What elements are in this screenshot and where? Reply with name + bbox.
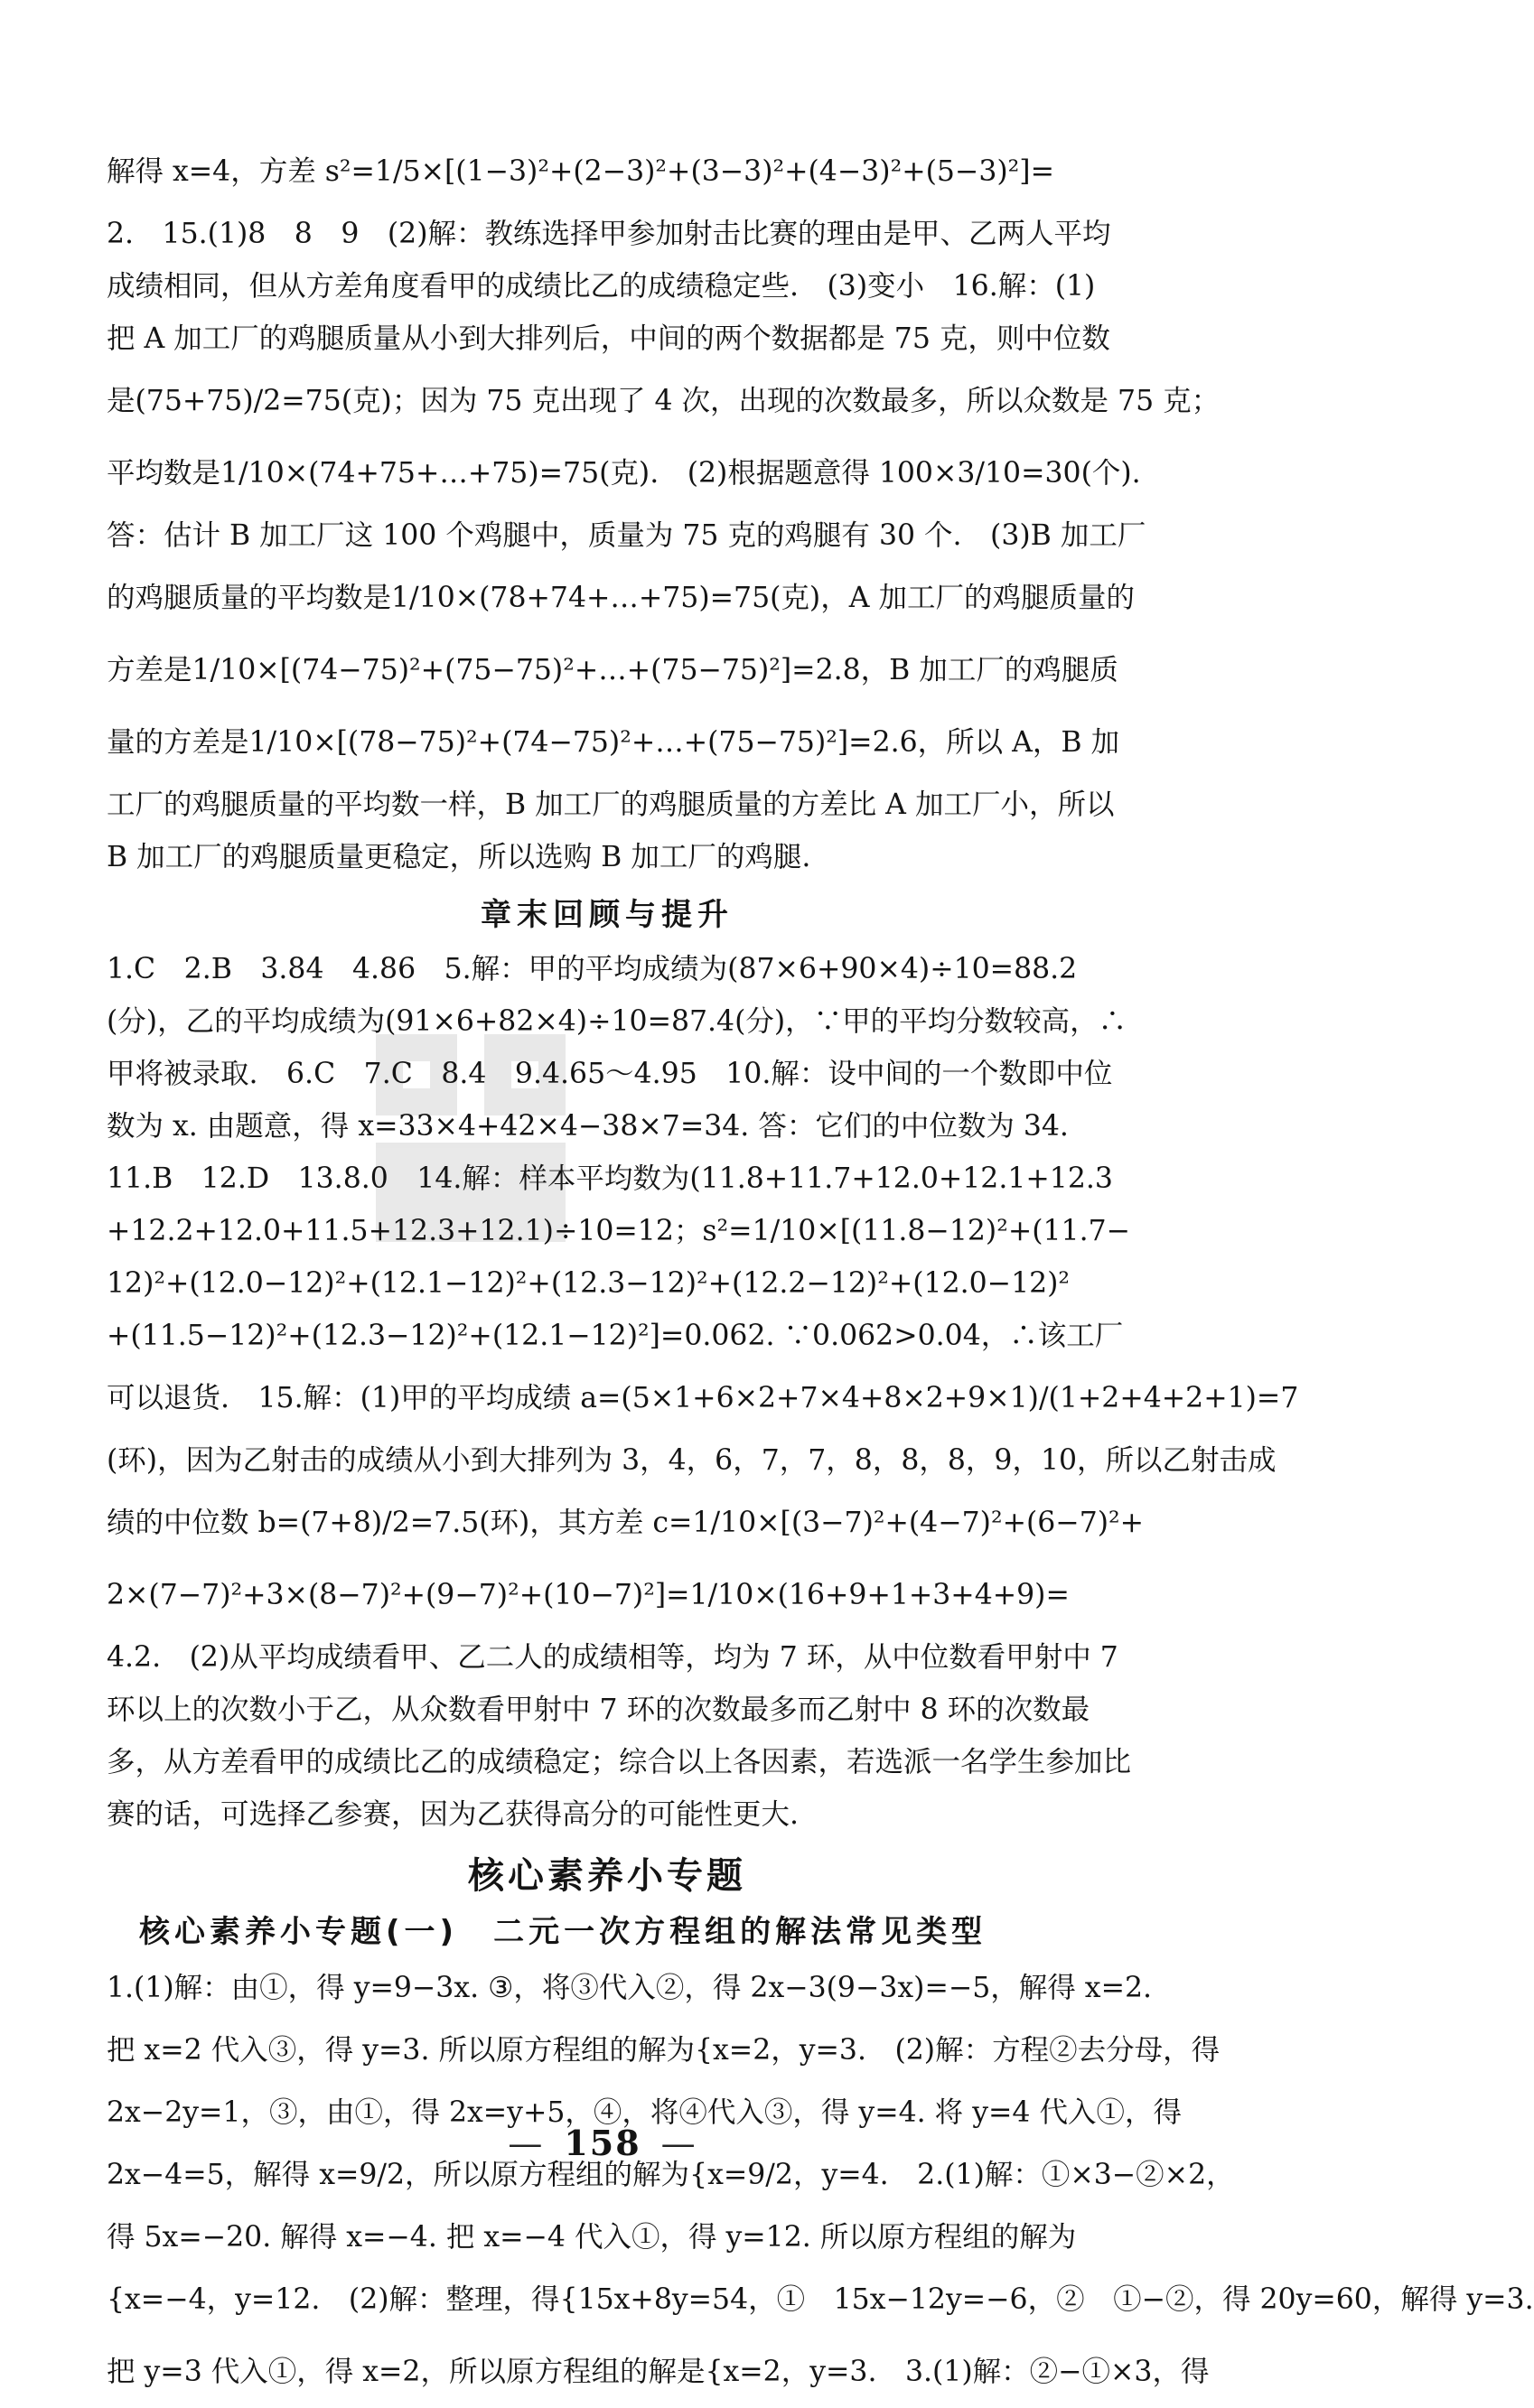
text-line: 方差是1/10×[(74−75)²+(75−75)²+…+(75−75)²]=2.8，B 加工厂的鸡腿质: [107, 654, 1118, 686]
text-line: +(11.5−12)²+(12.3−12)²+(12.1−12)²]=0.062. ∵0.062>0.04，∴该工厂: [107, 1320, 1124, 1352]
text-line: 平均数是1/10×(74+75+…+75)=75(克). (2)根据题意得 100×3/10=30(个).: [107, 457, 1141, 490]
text-line: 成绩相同，但从方差角度看甲的成绩比乙的成绩稳定些. (3)变小 16.解：(1): [107, 270, 1096, 303]
text-line: 11.B 12.D 13.8.0 14.解：样本平均数为(11.8+11.7+12.0+12.1+12.3: [107, 1162, 1113, 1195]
text-line: 量的方差是1/10×[(78−75)²+(74−75)²+…+(75−75)²]=2.6，所以 A，B 加: [107, 726, 1120, 759]
text-line: 1.C 2.B 3.84 4.86 5.解：甲的平均成绩为(87×6+90×4)÷10=88.2: [107, 953, 1078, 985]
text-line: 是(75+75)/2=75(克)；因为 75 克出现了 4 次，出现的次数最多，所以众数是 75 克；: [107, 385, 1221, 417]
text-line: 的鸡腿质量的平均数是1/10×(78+74+…+75)=75(克)，A 加工厂的鸡腿质量的: [107, 582, 1135, 614]
text-line: B 加工厂的鸡腿质量更稳定，所以选购 B 加工厂的鸡腿.: [107, 841, 811, 873]
text-line: 把 A 加工厂的鸡腿质量从小到大排列后，中间的两个数据都是 75 克，则中位数: [107, 322, 1110, 355]
text-line: 把 x=2 代入③，得 y=3. 所以原方程组的解为{x=2，y=3. (2)解：方程②去分母，得: [107, 2034, 1221, 2067]
page-number-value: 158: [564, 2123, 641, 2163]
text-line: 1.(1)解：由①，得 y=9−3x. ③，将③代入②，得 2x−3(9−3x)=−5，解得 x=2.: [107, 1972, 1153, 2004]
text-line: 绩的中位数 b=(7+8)/2=7.5(环)，其方差 c=1/10×[(3−7)²+(4−7)²+(6−7)²+: [107, 1507, 1145, 1539]
text-line: 2x−2y=1，③，由①，得 2x=y+5，④，将④代入③，得 y=4. 将 y=4 代入①，得: [107, 2096, 1182, 2129]
text-line: 答：估计 B 加工厂这 100 个鸡腿中，质量为 75 克的鸡腿有 30 个. (3)B 加工厂: [107, 519, 1146, 552]
text-line: 甲将被录取. 6.C 7.C 8.4 9.4.65～4.95 10.解：设中间的一个数即中位: [107, 1058, 1113, 1090]
text-line: 2. 15.(1)8 8 9 (2)解：教练选择甲参加射击比赛的理由是甲、乙两人平均: [107, 218, 1111, 250]
text-line: 把 y=3 代入①，得 x=2，所以原方程组的解是{x=2，y=3. 3.(1)解：②−①×3，得: [107, 2356, 1210, 2388]
page-number: [0, 2123, 1205, 2163]
text-line: 得 5x=−20. 解得 x=−4. 把 x=−4 代入①，得 y=12. 所以原方程组的解为: [107, 2221, 1077, 2254]
page-number-dash-left: —: [508, 2123, 545, 2163]
chapter-heading: 章末回顾与提升: [481, 897, 734, 933]
text-line: 2×(7−7)²+3×(8−7)²+(9−7)²+(10−7)²]=1/10×(16+9+1+3+4+9)=: [107, 1579, 1070, 1611]
text-line: {x=−4，y=12. (2)解：整理，得{15x+8y=54，① 15x−12y=−6，② ①−②，得 20y=60，解得 y=3.: [107, 2283, 1534, 2316]
core-sub-heading: 核心素养小专题(一) 二元一次方程组的解法常见类型: [139, 1914, 987, 1950]
text-line: 12)²+(12.0−12)²+(12.1−12)²+(12.3−12)²+(12.2−12)²+(12.0−12)²: [107, 1267, 1071, 1300]
text-line: 环以上的次数小于乙，从众数看甲射中 7 环的次数最多而乙射中 8 环的次数最: [107, 1694, 1090, 1726]
text-line: 可以退货. 15.解：(1)甲的平均成绩 a=(5×1+6×2+7×4+8×2+9×1)/(1+2+4+2+1)=7: [107, 1382, 1299, 1414]
text-line: +12.2+12.0+11.5+12.3+12.1)÷10=12；s²=1/10×[(11.8−12)²+(11.7−: [107, 1215, 1131, 1247]
answer-content: [107, 135, 1534, 2408]
text-line: 数为 x. 由题意，得 x=33×4+42×4−38×7=34. 答：它们的中位数为 34.: [107, 1110, 1069, 1143]
text-line: 赛的话，可选择乙参赛，因为乙获得高分的可能性更大.: [107, 1798, 800, 1831]
text-line: 4.2. (2)从平均成绩看甲、乙二人的成绩相等，均为 7 环，从中位数看甲射中 7: [107, 1641, 1118, 1674]
text-line: (分)，乙的平均成绩为(91×6+82×4)÷10=87.4(分)，∵甲的平均分数较高，∴: [107, 1005, 1127, 1038]
text-line: (环)，因为乙射击的成绩从小到大排列为 3，4，6，7，7，8，8，8，9，10，所以乙射击成: [107, 1444, 1277, 1477]
text-line: 2x−4=5，解得 x=9/2，所以原方程组的解为{x=9/2，y=4. 2.(1)解：①×3−②×2，: [107, 2159, 1235, 2191]
text-line: 解得 x=4，方差 s²=1/5×[(1−3)²+(2−3)²+(3−3)²+(4−3)²+(5−3)²]=: [107, 155, 1054, 188]
core-heading: 核心素养小专题: [468, 1855, 746, 1897]
text-line: 多，从方差看甲的成绩比乙的成绩稳定；综合以上各因素，若选派一名学生参加比: [107, 1746, 1132, 1778]
page-number-dash-right: —: [660, 2123, 697, 2163]
text-line: 工厂的鸡腿质量的平均数一样，B 加工厂的鸡腿质量的方差比 A 加工厂小，所以: [107, 789, 1115, 821]
